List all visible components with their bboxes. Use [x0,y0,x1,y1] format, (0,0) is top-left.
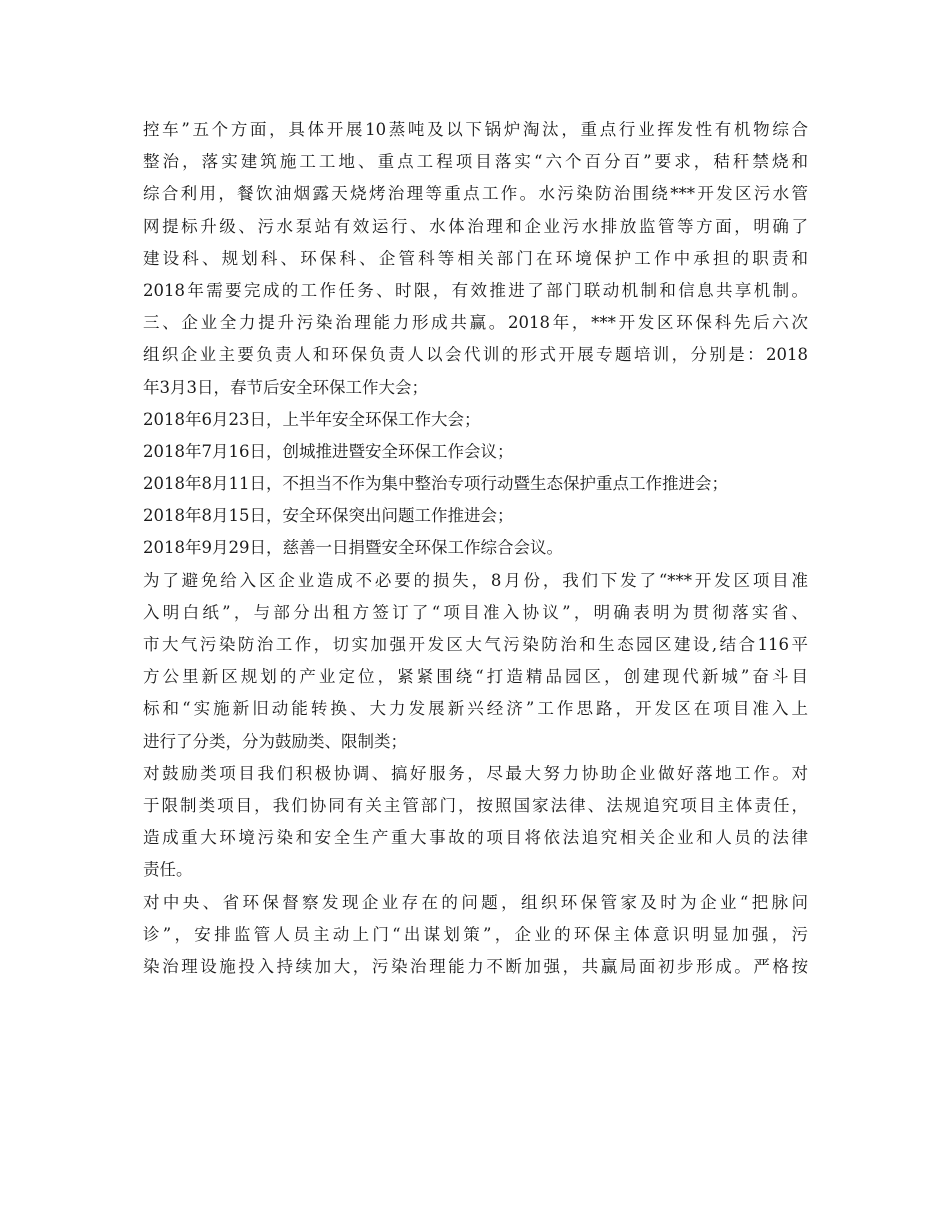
text-line: 方公里新区规划的产业定位，紧紧围绕“打造精品园区，创建现代新城”奋斗目 [143,667,808,687]
text-line: 进行了分类，分为鼓励类、限制类； [143,731,407,751]
text-line: 诊”，安排监管人员主动上门“出谋划策”，企业的环保主体意识明显加强，污 [143,924,808,944]
text-line: 标和“实施新旧动能转换、大力发展新兴经济”工作思路，开发区在项目准入上 [143,699,808,719]
list-item: 2018年6月23日，上半年安全环保工作大会； [143,409,481,429]
list-item: 2018年7月16日，创城推进暨安全环保工作会议； [143,441,514,461]
list-item: 2018年9月29日，慈善一日捐暨安全环保工作综合会议。 [143,538,563,558]
text-line: 年3月3日，春节后安全环保工作大会； [143,377,428,397]
text-line: 入明白纸”，与部分出租方签订了“项目准入协议”，明确表明为贯彻落实省、 [143,602,808,622]
text-line: 责任。 [143,860,193,880]
list-item: 2018年8月15日，安全环保突出问题工作推进会； [143,506,514,526]
list-item: 2018年8月11日，不担当不作为集中整治专项行动暨生态保护重点工作推进会； [143,474,728,494]
text-line: 整治，落实建筑施工工地、重点工程项目落实“六个百分百”要求，秸秆禁烧和 [143,152,808,172]
text-line: 对鼓励类项目我们积极协调、搞好服务，尽最大努力协助企业做好落地工作。对 [143,763,808,783]
text-line: 组织企业主要负责人和环保负责人以会代训的形式开展专题培训，分别是：2018 [143,345,808,365]
text-line: 控车”五个方面，具体开展10蒸吨及以下锅炉淘汰，重点行业挥发性有机物综合 [143,120,808,139]
text-line: 网提标升级、污水泵站有效运行、水体治理和企业污水排放监管等方面，明确了 [143,216,808,236]
document-body [143,114,808,983]
text-line: 市大气污染防治工作，切实加强开发区大气污染防治和生态园区建设,结合116平 [143,635,808,654]
text-line: 于限制类项目，我们协同有关主管部门，按照国家法律、法规追究项目主体责任， [143,795,808,815]
text-line: 综合利用，餐饮油烟露天烧烤治理等重点工作。水污染防治围绕***开发区污水管 [143,184,808,204]
section-heading-line: 三、企业全力提升污染治理能力形成共赢。2018年，***开发区环保科先后六次 [143,313,808,333]
text-line: 2018年需要完成的工作任务、时限，有效推进了部门联动机制和信息共享机制。 [143,280,808,300]
text-line: 造成重大环境污染和安全生产重大事故的项目将依法追究相关企业和人员的法律 [143,828,808,848]
text-line: 对中央、省环保督察发现企业存在的问题，组织环保管家及时为企业“把脉问 [143,892,808,912]
text-line: 建设科、规划科、环保科、企管科等相关部门在环境保护工作中承担的职责和 [143,248,808,268]
text-line: 为了避免给入区企业造成不必要的损失，8月份，我们下发了“***开发区项目准 [143,570,808,590]
text-line: 染治理设施投入持续加大，污染治理能力不断加强，共赢局面初步形成。严格按 [143,956,808,976]
